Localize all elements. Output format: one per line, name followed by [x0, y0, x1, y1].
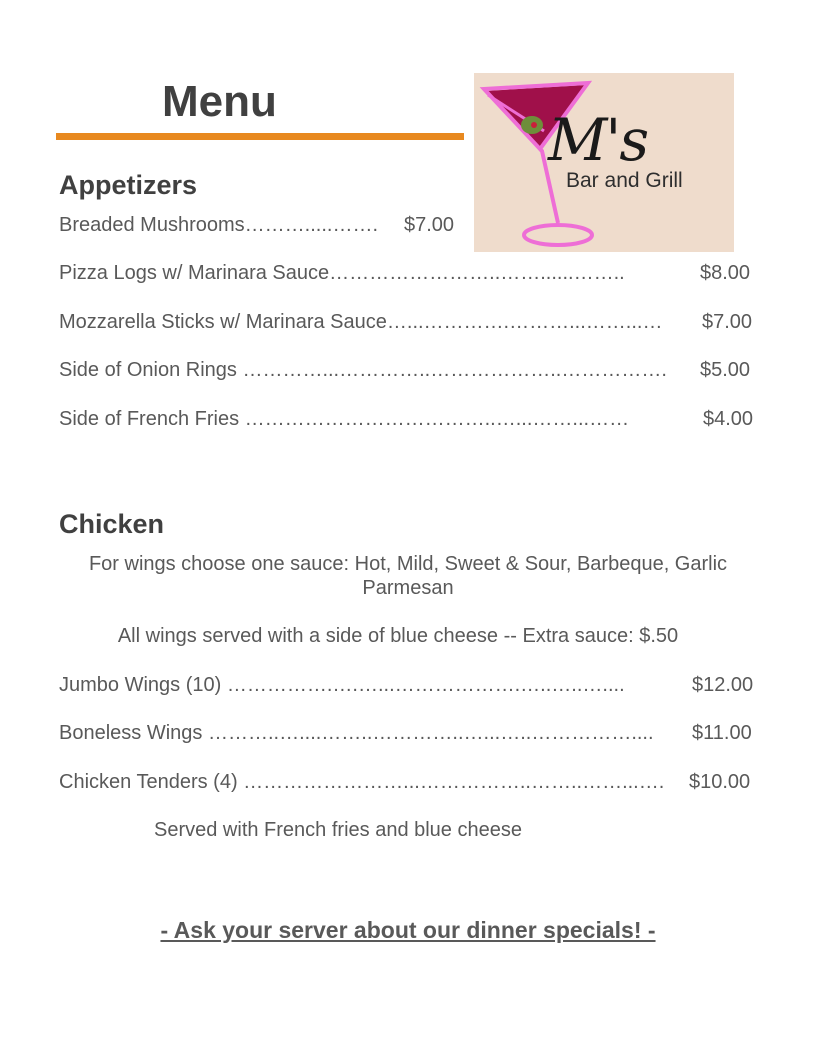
menu-item	[59, 261, 625, 285]
item-dot-leader: ………………………………..…...……...……	[244, 408, 630, 430]
dinner-specials-footer: - Ask your server about our dinner specials! -	[160, 917, 656, 943]
item-dot-leader: …………...…………..………………..…………….	[242, 359, 667, 381]
item-dot-leader: …...………….………...……...…	[386, 311, 663, 333]
title-underline-rule	[56, 133, 464, 140]
logo-script-text: M's	[548, 106, 648, 174]
item-price: $5.00	[700, 359, 751, 381]
item-price: $7.00	[702, 311, 753, 333]
item-name: Side of French Fries	[59, 408, 245, 430]
item-name: Chicken Tenders (4)	[59, 771, 244, 793]
item-price: $8.00	[700, 262, 751, 284]
sauce-options-line-2: Parmesan	[362, 577, 454, 599]
menu-item	[59, 407, 629, 431]
menu-item	[59, 358, 667, 382]
item-dot-leader: ……………………...……………..……..……...….	[243, 771, 665, 793]
item-name: Jumbo Wings (10)	[59, 674, 227, 696]
sauce-options-line-1: For wings choose one sauce: Hot, Mild, Sweet & Sour, Barbeque, Garlic	[88, 553, 728, 575]
item-dot-leader: ……….....…….	[244, 214, 378, 236]
item-price: $12.00	[692, 674, 754, 696]
item-name: Breaded Mushrooms	[59, 214, 245, 236]
menu-item	[59, 721, 654, 745]
chicken-heading: Chicken	[59, 509, 165, 539]
item-price: $10.00	[689, 771, 751, 793]
menu-item	[59, 770, 664, 794]
item-name: Mozzarella Sticks w/ Marinara Sauce	[59, 311, 387, 333]
item-price: $11.00	[692, 722, 752, 744]
item-dot-leader: ……………………..……......……..	[329, 262, 625, 284]
item-dot-leader: …………….….…...……………….…..…..…....	[226, 674, 625, 696]
item-dot-leader: ………..…....……..…………..…...…..……………....	[207, 722, 654, 744]
item-price: $4.00	[703, 408, 754, 430]
item-name: Pizza Logs w/ Marinara Sauce	[59, 262, 330, 284]
blue-cheese-note: All wings served with a side of blue cheese -- Extra sauce: $.50	[117, 625, 679, 647]
item-name: Side of Onion Rings	[59, 359, 243, 381]
glass-base	[524, 225, 592, 245]
page-title: Menu	[162, 77, 277, 126]
appetizers-heading: Appetizers	[59, 170, 198, 200]
item-price: $7.00	[404, 214, 455, 236]
item-name: Boneless Wings	[59, 722, 208, 744]
menu-item	[59, 310, 662, 334]
menu-item	[59, 673, 625, 697]
tenders-side-note: Served with French fries and blue cheese	[154, 819, 522, 841]
logo-subtitle: Bar and Grill	[566, 169, 683, 192]
menu-item	[59, 213, 378, 237]
